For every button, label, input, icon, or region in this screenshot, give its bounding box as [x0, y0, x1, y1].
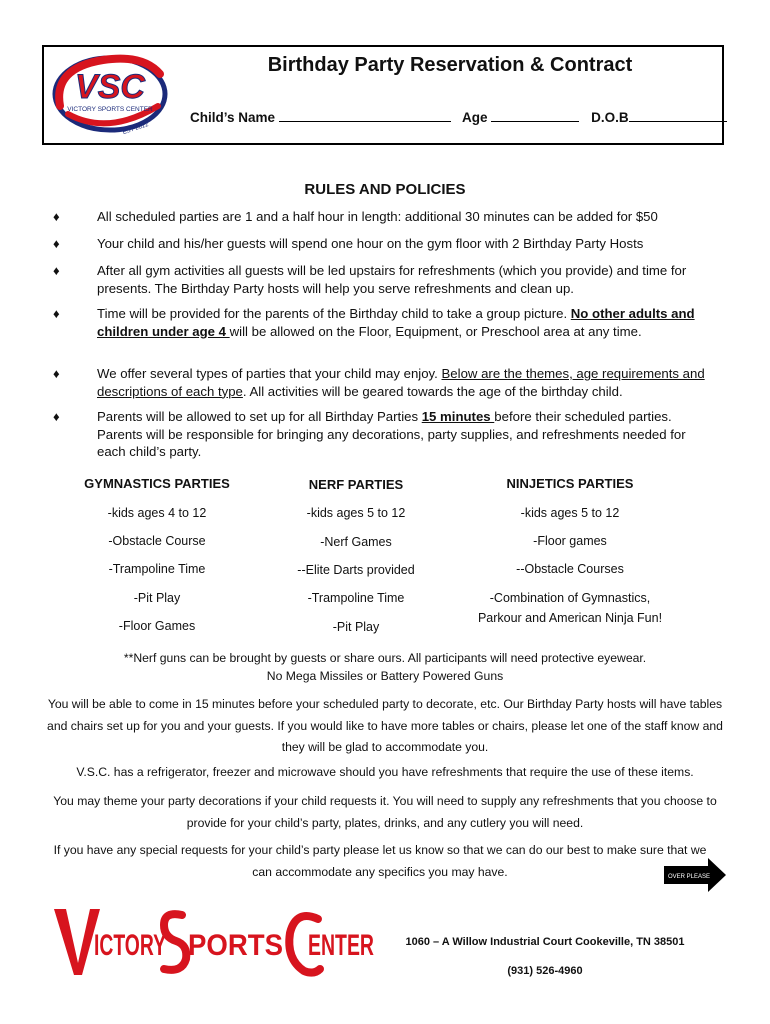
nerf-item: -kids ages 5 to 12 [306, 506, 406, 520]
nerf-item: -Pit Play [332, 620, 380, 634]
ninjetics-title: NINJETICS PARTIES [506, 476, 634, 491]
page-title: Birthday Party Reservation & Contract [267, 54, 633, 76]
rule-item [97, 408, 717, 461]
rule-text: . All activities will be geared towards the age of the birthday child. [242, 383, 623, 399]
ninjetics-item: Parkour and American Ninja Fun! [477, 611, 663, 625]
gymnastics-item: -kids ages 4 to 12 [107, 506, 207, 520]
brand-part-1: ICTORY [94, 929, 166, 962]
child-name-field[interactable] [279, 109, 451, 122]
brand-part-3: ENTER [308, 929, 375, 962]
bullet-icon: ♦ [53, 236, 60, 251]
rule-emphasis: Below are the themes, age requirements and descriptions of each type [97, 366, 705, 399]
gymnastics-item: -Obstacle Course [108, 534, 206, 548]
paragraph-theme: You may theme your party decorations if your child requests it. You will need to supply any refreshments that you choose to provide for your child’s party, plates, drinks, and any cutlery you will need. [53, 794, 717, 830]
paragraph-requests: If you have any special requests for your child’s party please let us know so that we can do our best to make sure that we can accommodate any specifics you may have. [53, 843, 707, 879]
rules-title: RULES AND POLICIES [304, 181, 466, 198]
rule-text: will be allowed on the Floor, Equipment, or Preschool area at any time. [229, 323, 642, 339]
nerf-note-line1: **Nerf guns can be brought by guests or share ours. All participants will need protective eyewear. [123, 651, 647, 665]
gymnastics-title: GYMNASTICS PARTIES [84, 476, 230, 491]
rule-item: After all gym activities all guests will be led upstairs for refreshments (which you provide) and time for presents. The Birthday Party hosts will help you serve refreshments and clean up. [97, 263, 687, 296]
brand-part-2: PORTS [188, 929, 283, 962]
over-please-label: OVER PLEASE [667, 874, 711, 880]
child-name-label: Child’s Name [190, 110, 276, 125]
gymnastics-item: -Pit Play [133, 591, 181, 605]
rule-text: We offer several types of parties that your child may enjoy. [97, 366, 442, 381]
nerf-title: NERF PARTIES [308, 477, 404, 492]
nerf-item: -Trampoline Time [307, 591, 405, 605]
gymnastics-item: -Floor Games [118, 619, 196, 633]
rule-item: All scheduled parties are 1 and a half hour in length: additional 30 minutes can be added for $50 [97, 209, 658, 224]
ninjetics-item: -kids ages 5 to 12 [520, 506, 620, 520]
nerf-note-line2: No Mega Missiles or Battery Powered Guns [266, 669, 504, 683]
rule-item [97, 365, 717, 400]
nerf-item: -Nerf Games [320, 535, 392, 549]
nerf-item: --Elite Darts provided [297, 563, 415, 577]
bullet-icon: ♦ [53, 263, 60, 278]
victory-sports-center-logo [52, 903, 377, 979]
vsc-logo [48, 48, 173, 140]
age-label: Age [462, 110, 488, 125]
bullet-icon: ♦ [53, 366, 60, 381]
ninjetics-item: -Combination of Gymnastics, [489, 591, 651, 605]
rule-emphasis: No other adults and children under age 4 [97, 306, 695, 339]
logo-text: VSC [75, 68, 145, 106]
age-field[interactable] [491, 109, 579, 122]
rule-text: Time will be provided for the parents of the Birthday child to take a group picture. [97, 306, 571, 321]
paragraph-appliances: V.S.C. has a refrigerator, freezer and microwave should you have refreshments that require the use of these items. [76, 765, 694, 779]
ninjetics-item: -Floor games [533, 534, 607, 548]
rule-item [97, 305, 717, 340]
footer-address: 1060 – A Willow Industrial Court Cookeville, TN 38501 [405, 936, 685, 948]
dob-label: D.O.B [591, 110, 629, 125]
rule-item: Your child and his/her guests will spend one hour on the gym floor with 2 Birthday Party Hosts [97, 236, 644, 251]
rule-text: Parents will be allowed to set up for all Birthday Parties [97, 409, 422, 424]
footer-phone: (931) 526-4960 [507, 965, 583, 977]
paragraph-setup: You will be able to come in 15 minutes before your scheduled party to decorate, etc. Our Birthday Party hosts will have tables and chairs set up for you and your guests. If you would like to have more tables or chairs, please let one of the staff know and they will be glad to accommodate you. [47, 697, 723, 754]
bullet-icon: ♦ [53, 209, 60, 224]
bullet-icon: ♦ [53, 409, 60, 424]
logo-subtext: VICTORY SPORTS CENTER [67, 106, 153, 113]
rule-emphasis: 15 minutes [421, 409, 495, 424]
footer-contact [390, 928, 700, 986]
rule-text: before their scheduled parties. Parents will be responsible for bringing any decorations, party supplies, and refreshments needed for each child’s party. [97, 409, 686, 459]
dob-field[interactable] [629, 109, 727, 122]
ninjetics-item: --Obstacle Courses [516, 562, 624, 576]
over-please-arrow-icon [664, 858, 726, 892]
gymnastics-item: -Trampoline Time [108, 562, 206, 576]
logo-est: EST 2012 [122, 122, 150, 137]
bullet-icon: ♦ [53, 306, 60, 321]
header-fields [190, 109, 710, 125]
